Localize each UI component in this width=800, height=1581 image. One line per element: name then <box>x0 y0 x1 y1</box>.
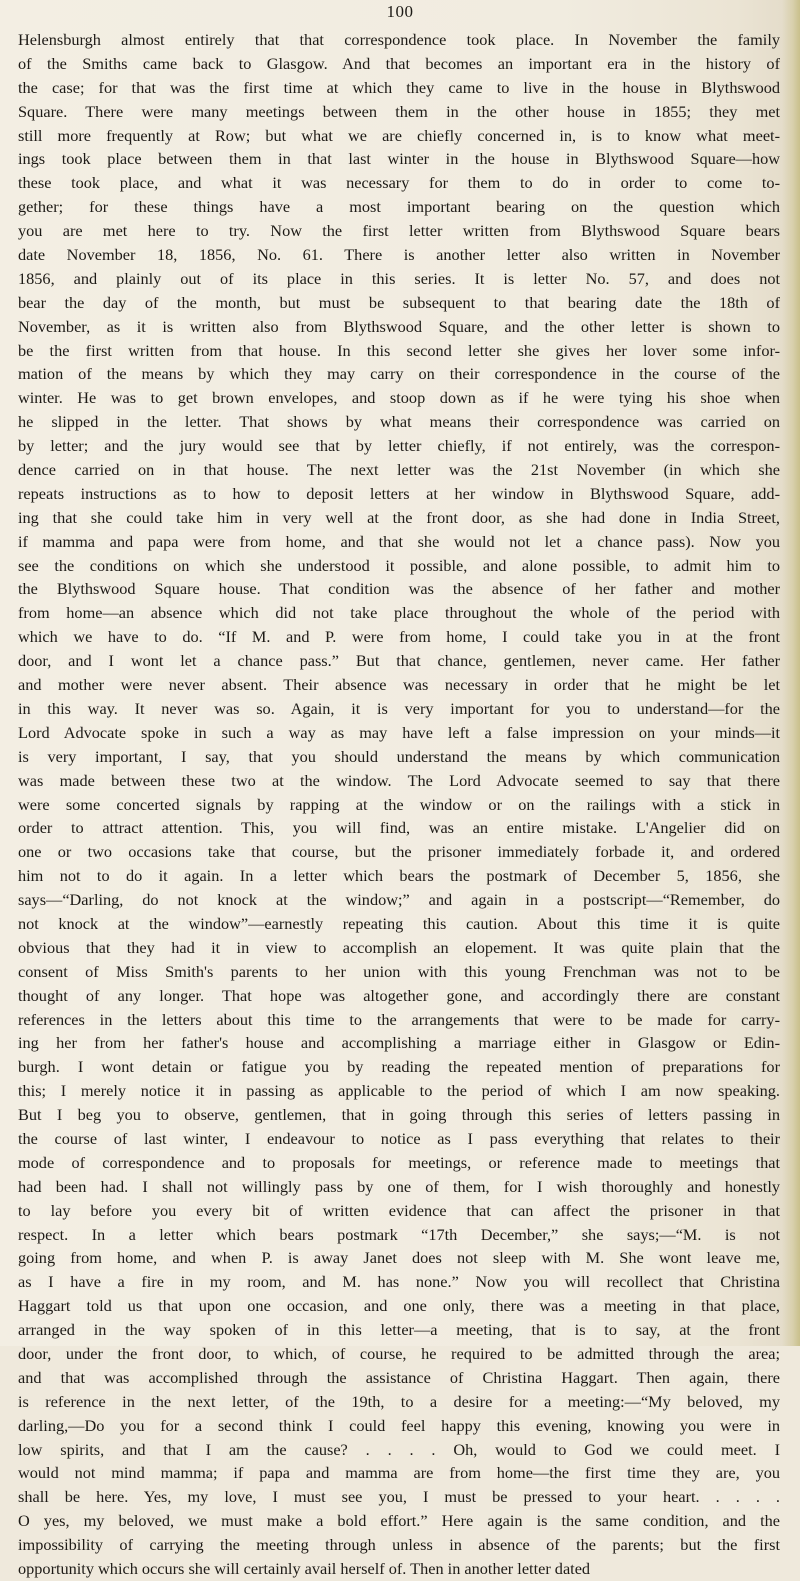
text-line: order to attract attention. This, you will find, was an entire mistake. L'Angelier did on <box>18 818 780 838</box>
text-line: the Blythswood Square house. That condition was the absence of her father and mother <box>18 579 780 599</box>
body-text <box>18 28 780 1581</box>
text-line: low spirits, and that I am the cause? . . . . Oh, would to God we could meet. I <box>18 1439 780 1459</box>
text-line: is reference in the next letter, of the 19th, to a desire for a meeting:—“My beloved, my <box>18 1391 780 1411</box>
text-line: burgh. I wont detain or fatigue you by reading the repeated mention of preparations for <box>18 1057 780 1077</box>
text-line: gether; for these things have a most important bearing on the question which <box>18 197 780 217</box>
text-line: be the first written from that house. In this second letter she gives her lover some infor- <box>18 340 780 360</box>
text-line: winter. He was to get brown envelopes, and stoop down as if he were tying his shoe when <box>18 388 780 408</box>
text-line: arranged in the way spoken of in this letter—a meeting, that is to say, at the front <box>18 1320 780 1340</box>
text-line: respect. In a letter which bears postmark “17th December,” she says;—“M. is not <box>18 1224 780 1244</box>
text-line: repeats instructions as to how to deposit letters at her window in Blythswood Square, add- <box>18 483 780 503</box>
text-line: door, and I wont let a chance pass.” But that chance, gentlemen, never came. Her father <box>18 651 780 671</box>
text-line: shall be here. Yes, my love, I must see you, I must be pressed to your heart. . . . . <box>18 1487 780 1507</box>
text-line: he slipped in the letter. That shows by what means their correspondence was carried on <box>18 412 780 432</box>
text-line: if mamma and papa were from home, and that she would not let a chance pass). Now you <box>18 531 780 551</box>
text-line: ings took place between them in that last winter in the house in Blythswood Square—how <box>18 149 780 169</box>
text-line: references in the letters about this time to the arrangements that were to be made for carry- <box>18 1009 780 1029</box>
text-line: were some concerted signals by rapping at the window or on the railings with a stick in <box>18 794 780 814</box>
text-line: Helensburgh almost entirely that that correspondence took place. In November the family <box>18 30 780 49</box>
text-line: him not to do it again. In a letter which bears the postmark of December 5, 1856, she <box>18 866 780 886</box>
text-line: Square. There were many meetings between them in the other house in 1855; they met <box>18 101 780 121</box>
text-line: going from home, and when P. is away Janet does not sleep with M. She wont leave me, <box>18 1248 780 1268</box>
text-line: from home—an absence which did not take place throughout the whole of the period with <box>18 603 780 623</box>
text-line: dence carried on in that house. The next letter was the 21st November (in which she <box>18 460 780 480</box>
text-line: would not mind mamma; if papa and mamma are from home—the first time they are, you <box>18 1463 780 1483</box>
page-edge-shadow <box>782 0 800 1346</box>
text-line: still more frequently at Row; but what we are chiefly concerned in, is to know what meet- <box>18 125 780 145</box>
text-line: and mother were never absent. Their absence was necessary in order that he might be let <box>18 675 780 695</box>
text-line: is very important, I say, that you should understand the means by which communication <box>18 746 780 766</box>
text-line: mode of correspondence and to proposals for meetings, or reference made to meetings that <box>18 1152 780 1172</box>
text-line: had been had. I shall not willingly pass by one of them, for I wish thoroughly and honestly <box>18 1176 780 1196</box>
text-line: Lord Advocate spoke in such a way as may have left a false impression on your minds—it <box>18 722 780 742</box>
text-line: ing that she could take him in very well at the front door, as she had done in India Street, <box>18 507 780 527</box>
text-line: see the conditions on which she understood it possible, and alone possible, to admit him to <box>18 555 780 575</box>
text-line: ing her from her father's house and accomplishing a marriage either in Glasgow or Edin- <box>18 1033 780 1053</box>
text-line: was made between these two at the window. The Lord Advocate seemed to say that there <box>18 770 780 790</box>
text-line: of the Smiths came back to Glasgow. And that becomes an important era in the history of <box>18 53 780 73</box>
text-line: these took place, and what it was necessary for them to do in order to come to- <box>18 173 780 193</box>
text-line: darling,—Do you for a second think I could feel happy this evening, knowing you were in <box>18 1415 780 1435</box>
text-line: says—“Darling, do not knock at the window;” and again in a postscript—“Remember, do <box>18 890 780 910</box>
text-line: November, as it is written also from Blythswood Square, and the other letter is shown to <box>18 316 780 336</box>
text-line: and that was accomplished through the assistance of Christina Haggart. Then again, there <box>18 1367 780 1387</box>
text-line: obvious that they had it in view to accomplish an elopement. It was quite plain that the <box>18 937 780 957</box>
text-line: consent of Miss Smith's parents to her union with this young Frenchman was not to be <box>18 961 780 981</box>
text-line: you are met here to try. Now the first letter written from Blythswood Square bears <box>18 221 780 241</box>
text-line: thought of any longer. That hope was altogether gone, and accordingly there are constant <box>18 985 780 1005</box>
text-line: not knock at the window”—earnestly repeating this caution. About this time it is quite <box>18 913 780 933</box>
text-line: date November 18, 1856, No. 61. There is another letter also written in November <box>18 245 780 265</box>
text-line: in this way. It never was so. Again, it is very important for you to understand—for the <box>18 698 780 718</box>
text-line: this; I merely notice it in passing as applicable to the period of which I am now speaking. <box>18 1081 780 1101</box>
page-number: 100 <box>386 2 414 21</box>
text-line: door, under the front door, to which, of course, he required to be admitted through the area; <box>18 1343 780 1363</box>
text-line: by letter; and the jury would see that by letter chiefly, if not entirely, was the correspon- <box>18 436 780 456</box>
text-line: O yes, my beloved, we must make a bold effort.” Here again is the same condition, and the <box>18 1511 780 1531</box>
text-line: bear the day of the month, but must be subsequent to that bearing date the 18th of <box>18 292 780 312</box>
text-line: opportunity which occurs she will certainly avail herself of. Then in another letter dated <box>18 1559 591 1578</box>
text-line: to lay before you every bit of written evidence that can affect the prisoner in that <box>18 1200 780 1220</box>
text-line: mation of the means by which they may carry on their correspondence in the course of the <box>18 364 780 384</box>
text-line: impossibility of carrying the meeting through unless in absence of the parents; but the first <box>18 1535 780 1555</box>
text-line: one or two occasions take that course, but the prisoner immediately forbade it, and ordered <box>18 842 780 862</box>
text-line: But I beg you to observe, gentlemen, that in going through this series of letters passing in <box>18 1105 780 1125</box>
text-line: 1856, and plainly out of its place in this series. It is letter No. 57, and does not <box>18 268 780 288</box>
text-line: which we have to do. “If M. and P. were from home, I could take you in at the front <box>18 627 780 647</box>
text-line: the course of last winter, I endeavour to notice as I pass everything that relates to their <box>18 1128 780 1148</box>
text-line: Haggart told us that upon one occasion, and one only, there was a meeting in that place, <box>18 1296 780 1316</box>
text-line: as I have a fire in my room, and M. has none.” Now you will recollect that Christina <box>18 1272 780 1292</box>
text-line: the case; for that was the first time at which they came to live in the house in Blythswood <box>18 77 780 97</box>
